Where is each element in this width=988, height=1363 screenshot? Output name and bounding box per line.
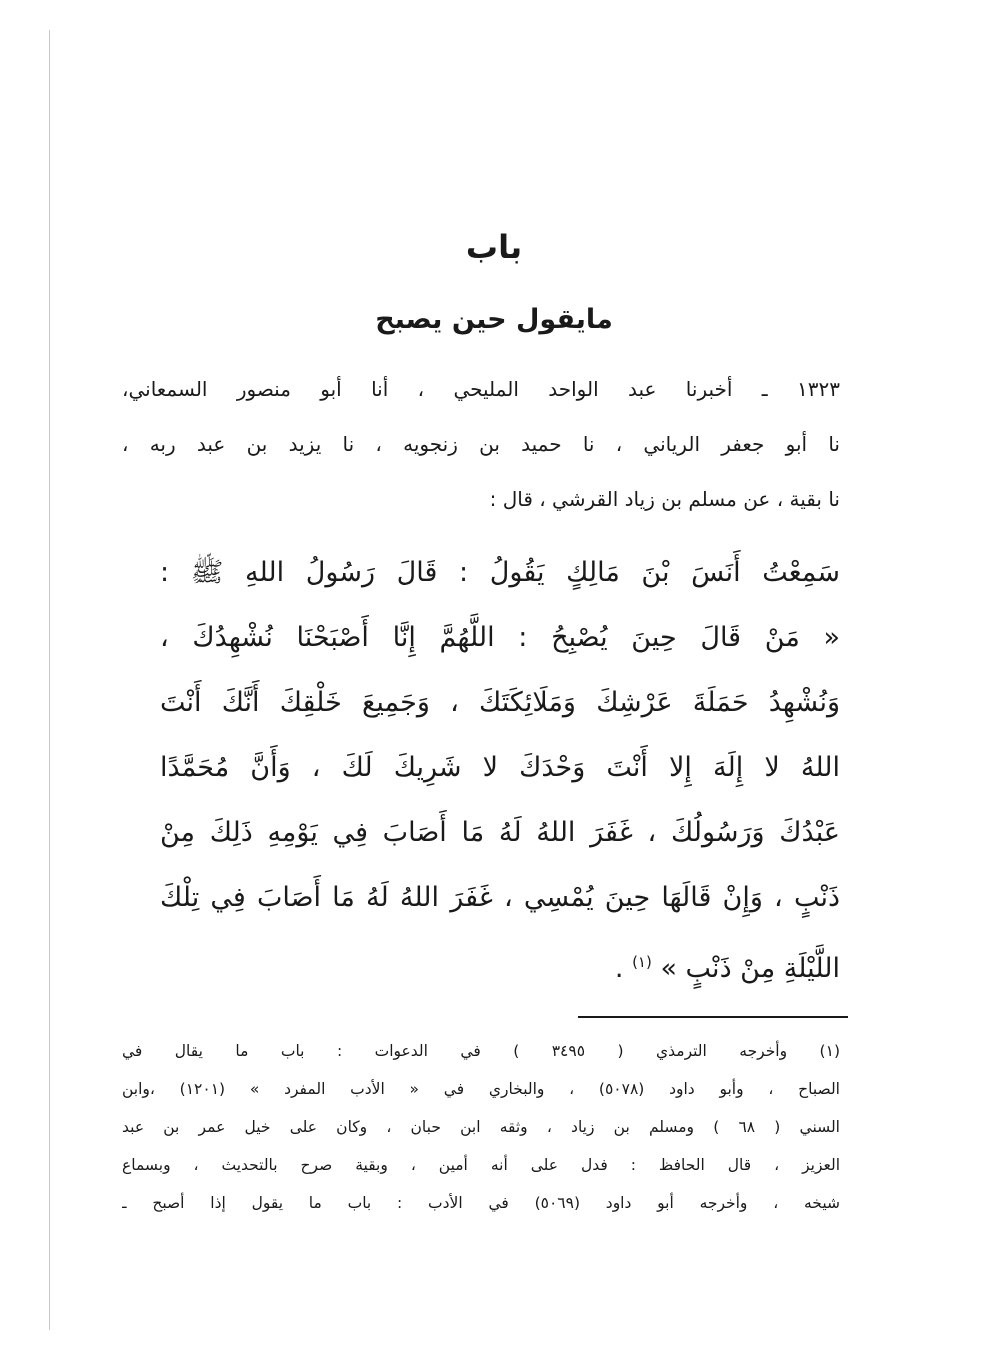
footnote-line: (١) وأخرجه الترمذي ( ٣٤٩٥ ) في الدعوات : باب ما يقال في	[122, 1042, 840, 1060]
hadith-text	[160, 540, 840, 995]
closing-period: .	[614, 953, 624, 984]
footnote-line: السني ( ٦٨ ) ومسلم بن زياد ، وثقه ابن حبان ، وكان على خيل عمر بن عبد	[122, 1118, 840, 1136]
page-margin-rule	[49, 30, 50, 1330]
isnad-line: نا أبو جعفر الرياني ، نا حميد بن زنجويه ، نا يزيد بن عبد ربه ،	[122, 432, 840, 456]
isnad-line: نا بقية ، عن مسلم بن زياد القرشي ، قال :	[489, 487, 840, 511]
hadith-last-line	[160, 930, 840, 995]
footnote-line: شيخه ، وأخرجه أبو داود (٥٠٦٩) في الأدب : باب ما يقول إذا أصبح ـ	[122, 1194, 840, 1212]
hadith-line: اللَّيْلَةِ مِنْ ذَنْبٍ »	[660, 953, 840, 984]
footnote-separator	[578, 1016, 848, 1018]
hadith-line: سَمِعْتُ أَنَسَ بْنَ مَالِكٍ يَقُولُ : قَالَ رَسُولُ اللهِ ﷺ :	[160, 557, 840, 588]
isnad-line: ١٣٢٣ ـ أخبرنا عبد الواحد المليحي ، أنا أبو منصور السمعاني،	[122, 377, 840, 401]
footnotes	[122, 1032, 840, 1222]
hadith-line: ذَنْبٍ ، وَإِنْ قَالَهَا حِينَ يُمْسِي ، غَفَرَ اللهُ لَهُ مَا أَصَابَ فِي تِلْكَ	[160, 882, 840, 913]
footnote-line: العزيز ، قال الحافظ : فدل على أنه أمين ، وبقية صرح بالتحديث ، وبسماع	[122, 1156, 840, 1174]
footnote-line: الصباح ، وأبو داود (٥٠٧٨) ، والبخاري في « الأدب المفرد » (١٢٠١) ،وابن	[122, 1080, 840, 1098]
hadith-line: وَنُشْهِدُ حَمَلَةَ عَرْشِكَ وَمَلَائِكَتَكَ ، وَجَمِيعَ خَلْقِكَ أَنَّكَ أَنْتَ	[160, 687, 840, 718]
hadith-line: عَبْدُكَ وَرَسُولُكَ ، غَفَرَ اللهُ لَهُ مَا أَصَابَ فِي يَوْمِهِ ذَلِكَ مِنْ	[160, 817, 840, 848]
chapter-heading: باب	[465, 228, 523, 266]
chapter-title: مايقول حين يصبح	[375, 304, 613, 335]
isnad-paragraph	[122, 362, 840, 527]
footnote-marker: (١)	[632, 953, 652, 971]
hadith-line: اللهُ لا إِلَهَ إِلا أَنْتَ وَحْدَكَ لا شَرِيكَ لَكَ ، وَأَنَّ مُحَمَّدًا	[160, 752, 840, 783]
hadith-line: « مَنْ قَالَ حِينَ يُصْبِحُ : اللَّهُمَّ إِنَّا أَصْبَحْنَا نُشْهِدُكَ ،	[160, 622, 840, 653]
